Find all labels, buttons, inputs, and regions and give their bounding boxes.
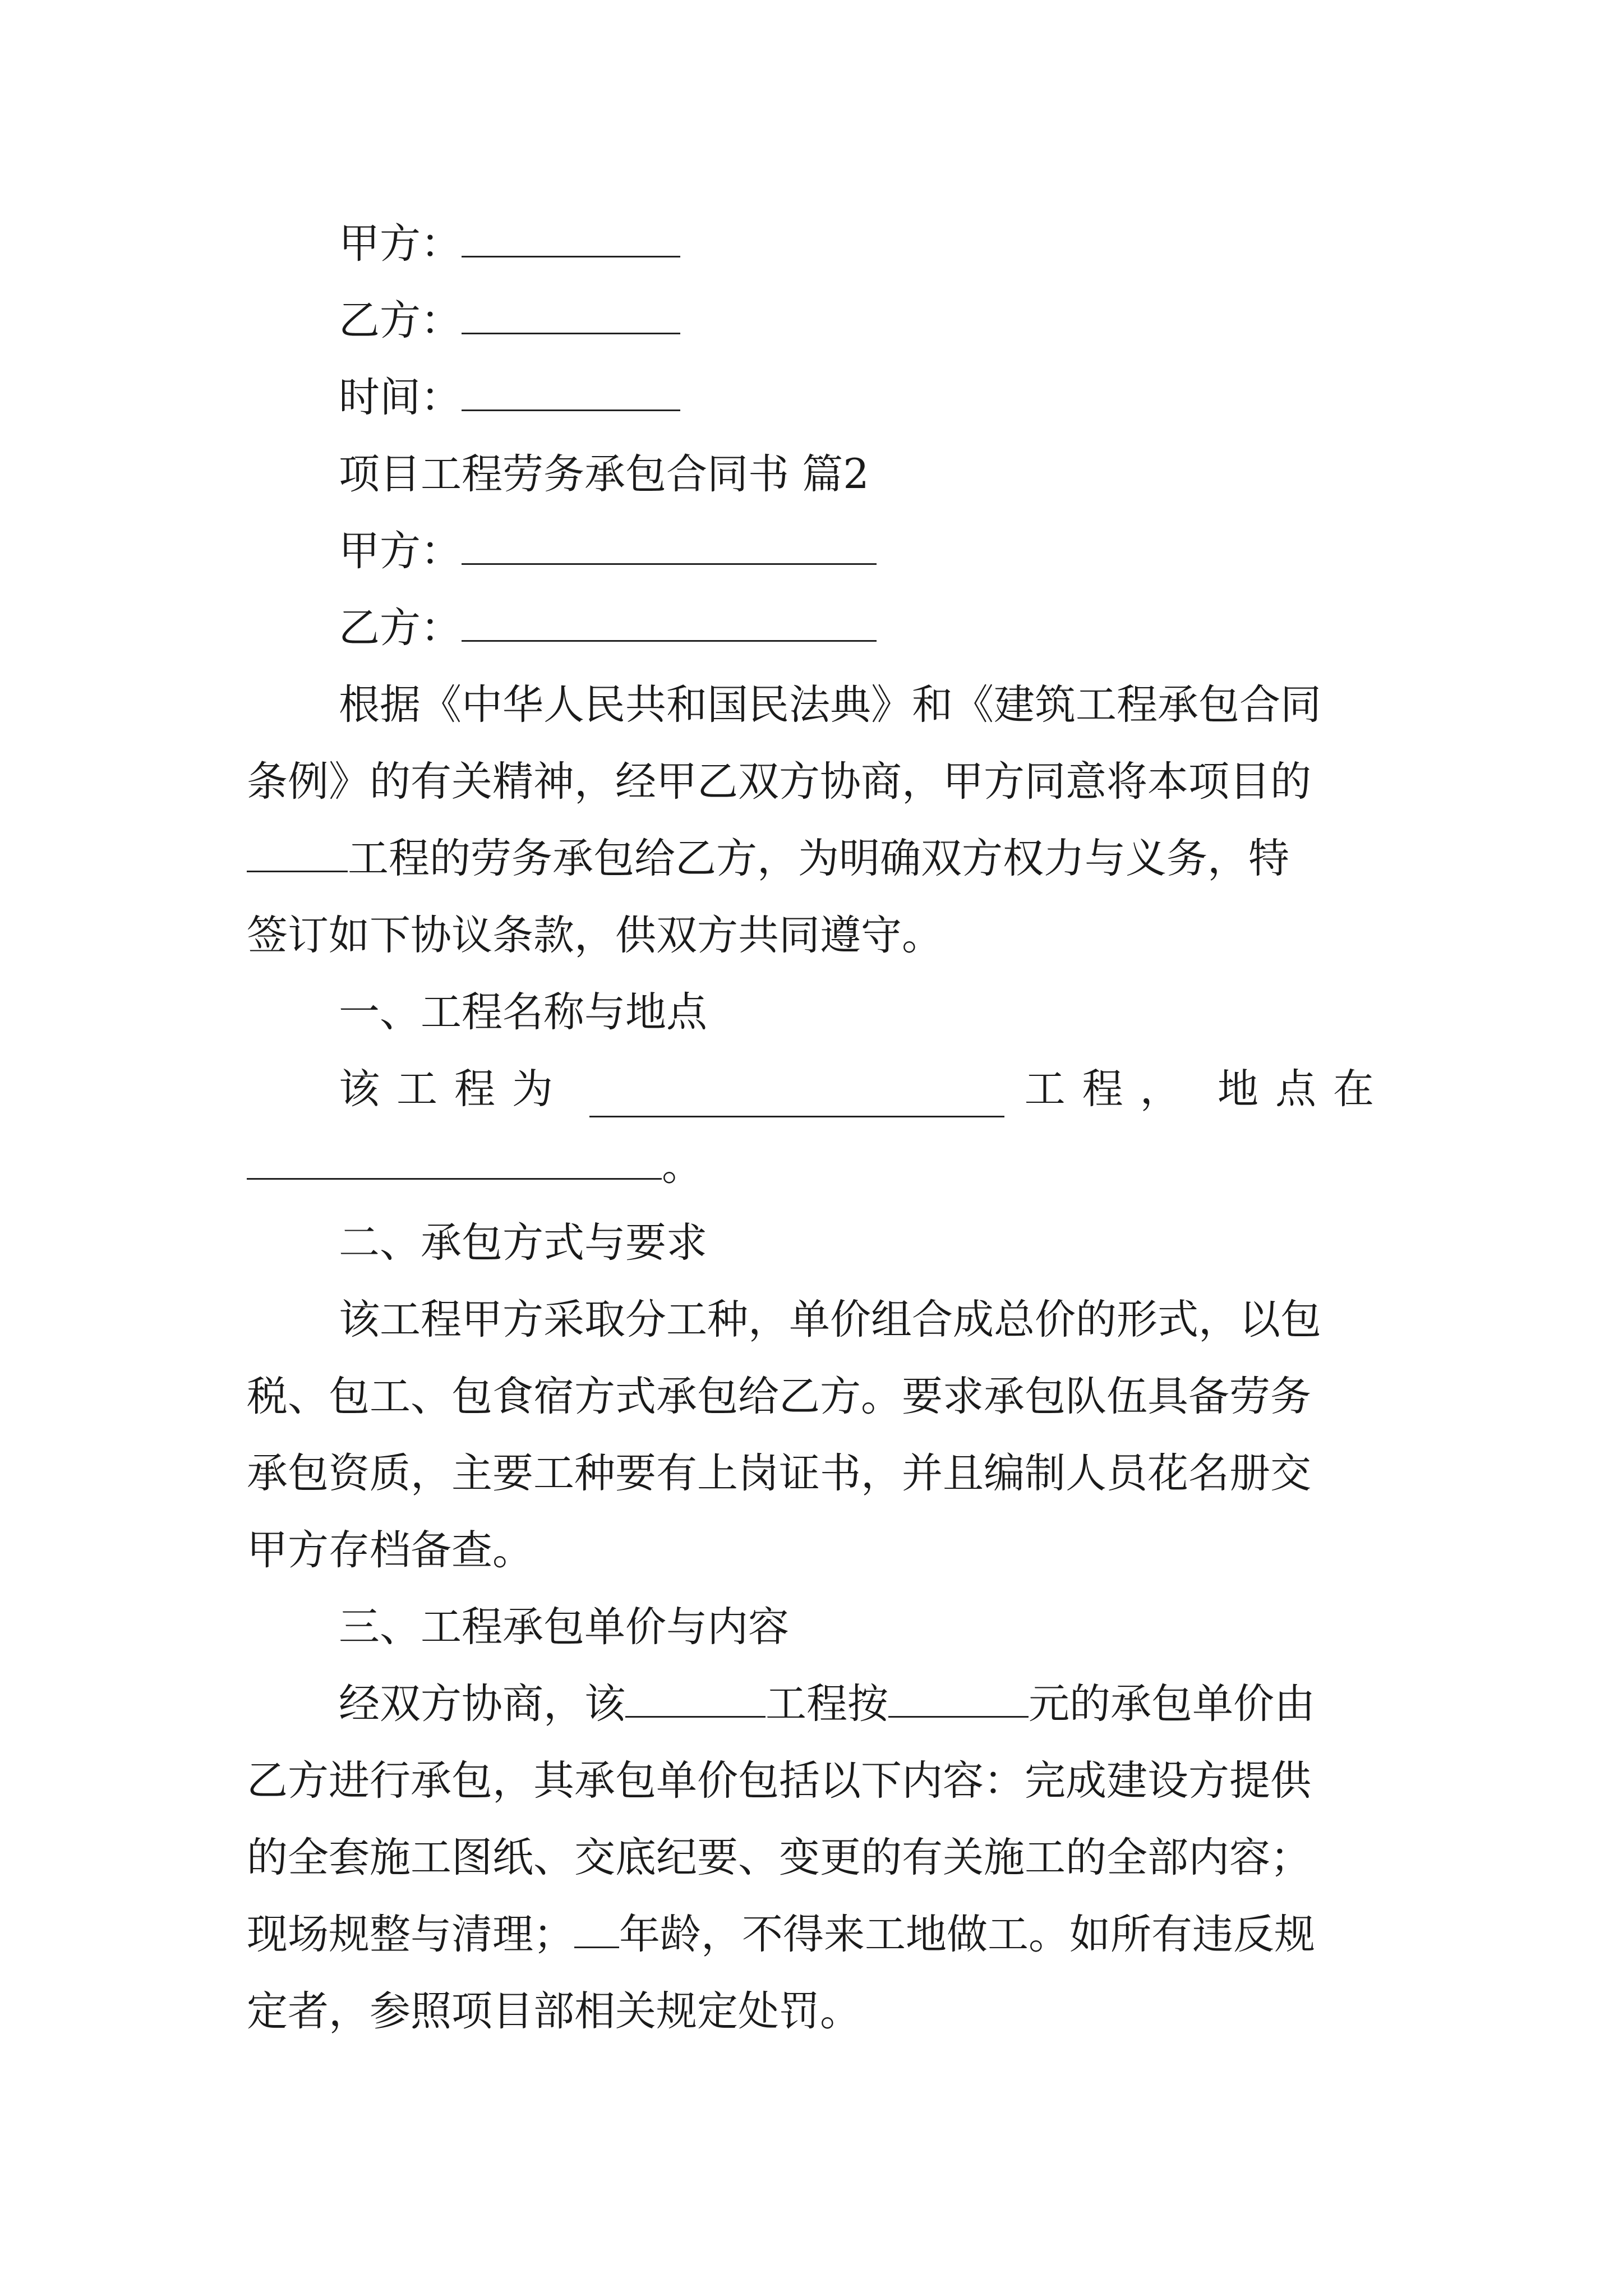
clause3-line-4b: 年龄，不得来工地做工。如所有违反规 bbox=[619, 1911, 1315, 1958]
intro-line-3-text: 工程的劳务承包给乙方，为明确双方权力与义务，特 bbox=[348, 835, 1289, 882]
intro-project-blank bbox=[247, 837, 348, 872]
sign-party-b-line bbox=[339, 293, 1483, 349]
sign-time-label: 时间： bbox=[339, 374, 462, 421]
party-b-label: 乙方： bbox=[339, 604, 462, 652]
clause1-line-1 bbox=[339, 1061, 1483, 1117]
clause3-line-4 bbox=[247, 1907, 1391, 1963]
clause3-line-1 bbox=[339, 1676, 1483, 1732]
clause3-line-4a: 现场规整与清理； bbox=[247, 1911, 574, 1958]
clause3-line-1c: 元的承包单价由 bbox=[1029, 1680, 1315, 1728]
clause1-name-blank bbox=[589, 1082, 1004, 1117]
clause2-line-4: 甲方存档备查。 bbox=[247, 1526, 533, 1574]
clause3-line-3: 的全套施工图纸、交底纪要、变更的有关施工的全部内容； bbox=[247, 1834, 1311, 1881]
clause1-end: 。 bbox=[662, 1142, 703, 1190]
clause2-heading: 二、承包方式与要求 bbox=[339, 1219, 707, 1267]
clause2-line-3: 承包资质，主要工种要有上岗证书，并且编制人员花名册交 bbox=[247, 1450, 1311, 1497]
clause3-line-1b: 工程按 bbox=[766, 1680, 888, 1728]
clause1-line-2 bbox=[247, 1138, 1391, 1194]
party-b-line bbox=[339, 600, 1483, 656]
clause1-mid1: 工程， bbox=[1024, 1065, 1198, 1113]
sign-party-a-line bbox=[339, 216, 1483, 272]
party-a-line bbox=[339, 523, 1483, 579]
clause1-mid2: 地点在 bbox=[1217, 1065, 1391, 1113]
intro-line-2: 条例》的有关精神，经甲乙双方协商，甲方同意将本项目的 bbox=[247, 758, 1311, 806]
intro-line-1: 根据《中华人民共和国民法典》和《建筑工程承包合同 bbox=[339, 681, 1321, 729]
clause3-heading: 三、工程承包单价与内容 bbox=[339, 1603, 789, 1651]
sign-party-a-blank bbox=[462, 222, 680, 257]
party-a-blank bbox=[462, 530, 877, 565]
sign-party-a-label: 甲方： bbox=[339, 220, 462, 268]
intro-line-4: 签订如下协议条款，供双方共同遵守。 bbox=[247, 912, 943, 959]
clause1-before: 该工程为 bbox=[339, 1065, 570, 1113]
clause1-location-blank bbox=[247, 1144, 662, 1180]
clause3-line-5: 定者，参照项目部相关规定处罚。 bbox=[247, 1987, 861, 2035]
sign-time-blank bbox=[462, 376, 680, 411]
clause2-line-1: 该工程甲方采取分工种，单价组合成总价的形式，以包 bbox=[339, 1296, 1321, 1343]
clause3-project-blank bbox=[625, 1682, 766, 1718]
clause3-price-blank bbox=[888, 1682, 1029, 1718]
sign-time-line bbox=[339, 370, 1483, 426]
section-title: 项目工程劳务承包合同书 篇2 bbox=[339, 450, 869, 498]
clause1-line-1-row bbox=[339, 1061, 1391, 1117]
intro-line-3 bbox=[247, 831, 1391, 887]
clause3-line-1a: 经双方协商，该 bbox=[339, 1680, 625, 1728]
sign-party-b-blank bbox=[462, 299, 680, 334]
clause1-heading: 一、工程名称与地点 bbox=[339, 988, 707, 1036]
clause2-line-2: 税、包工、包食宿方式承包给乙方。要求承包队伍具备劳务 bbox=[247, 1373, 1311, 1420]
sign-party-b-label: 乙方： bbox=[339, 297, 462, 344]
clause3-age-blank bbox=[574, 1913, 619, 1948]
party-a-label: 甲方： bbox=[339, 527, 462, 575]
party-b-blank bbox=[462, 606, 877, 642]
clause3-line-2: 乙方进行承包，其承包单价包括以下内容：完成建设方提供 bbox=[247, 1757, 1311, 1805]
